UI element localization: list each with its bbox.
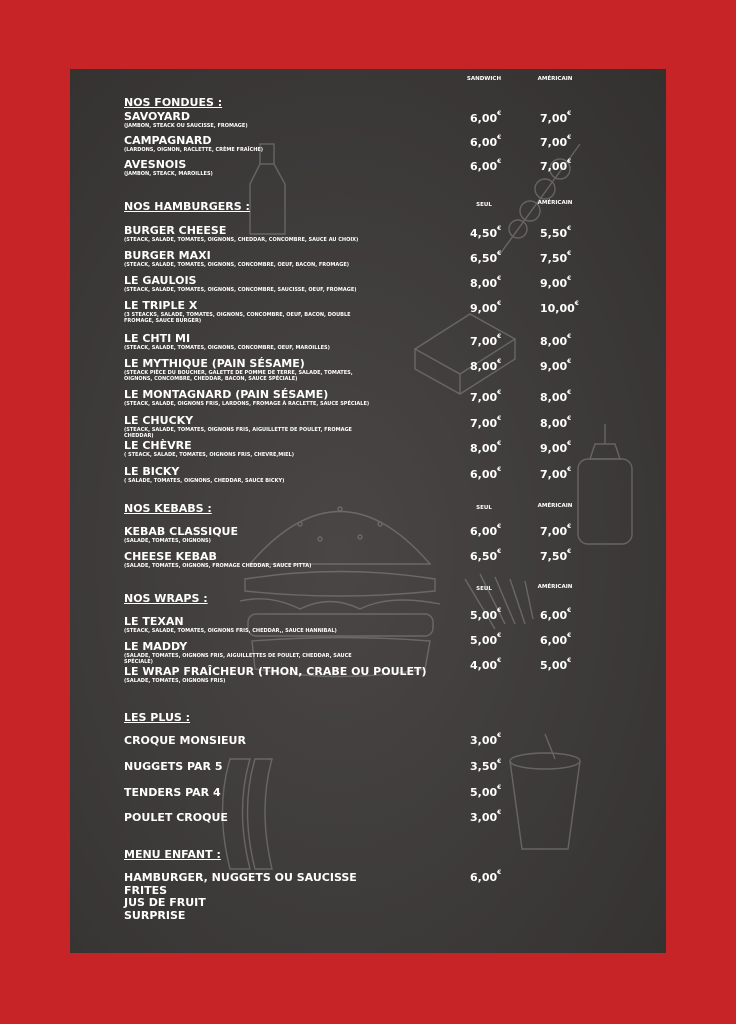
bottle-sketch-icon (240, 139, 300, 239)
currency-symbol: € (497, 809, 502, 816)
item-description: (SALADE, TOMATES, OIGNONS) (124, 538, 211, 544)
price-value: 4,50 (470, 227, 498, 240)
currency-symbol: € (567, 466, 572, 473)
currency-symbol: € (497, 333, 502, 340)
price-second-column (540, 112, 571, 125)
price-second-column (540, 525, 571, 538)
price-value: 7,00 (540, 468, 568, 481)
price-value: 9,00 (540, 442, 568, 455)
price-first-column (470, 468, 501, 481)
menu-enfant-items (124, 872, 357, 922)
item-description: (SALADE, TOMATES, OIGNONS FRIS) (124, 678, 226, 684)
price-value: 5,00 (470, 609, 498, 622)
item-description: (STEACK, SALADE, TOMATES, OIGNONS, CONCOMBRE, OEUF, MAROILLES) (124, 345, 330, 351)
price-value: 6,00 (470, 525, 498, 538)
currency-symbol: € (574, 300, 579, 307)
price-first-column (470, 760, 501, 773)
price-value: 10,00 (540, 302, 575, 315)
item-name: LE CHUCKY (124, 414, 194, 427)
col-header-sandwich: SANDWICH (466, 76, 502, 82)
price-value: 6,50 (470, 252, 498, 265)
price-value: 6,00 (470, 136, 498, 149)
currency-symbol: € (497, 134, 502, 141)
item-description: (STEACK, SALADE, TOMATES, OIGNONS FRIS, AIGUILLETTE DE POULET, FROMAGE CHEDDAR) (124, 427, 352, 439)
price-value: 6,50 (470, 550, 498, 563)
menu-enfant-line: FRITES (124, 883, 168, 897)
price-first-column (470, 442, 501, 455)
menu-enfant-line: HAMBURGER, NUGGETS OU SAUCISSE (124, 871, 357, 884)
currency-symbol: € (567, 333, 572, 340)
price-value: 4,00 (470, 659, 498, 672)
price-value: 8,00 (540, 417, 568, 430)
currency-symbol: € (567, 657, 572, 664)
price-second-column (540, 417, 571, 430)
price-first-column (470, 302, 501, 315)
currency-symbol: € (497, 158, 502, 165)
price-first-column (470, 417, 501, 430)
price-value: 5,00 (540, 659, 568, 672)
price-value: 8,00 (470, 442, 498, 455)
price-second-column (540, 252, 571, 265)
currency-symbol: € (497, 784, 502, 791)
price-value: 7,00 (540, 160, 568, 173)
price-second-column (540, 659, 571, 672)
currency-symbol: € (567, 523, 572, 530)
item-description: (STEACK, SALADE, OIGNONS FRIS, LARDONS, FROMAGE À RACLETTE, SAUCE SPÉCIALE) (124, 401, 370, 407)
price-value: 6,00 (470, 160, 498, 173)
price-second-column (540, 391, 571, 404)
item-name: LE GAULOIS (124, 274, 197, 287)
currency-symbol: € (497, 225, 502, 232)
sandwich-sketch-icon (410, 309, 520, 399)
col-header-seul: SEUL (476, 505, 492, 511)
item-description: (LARDONS, OIGNON, RACLETTE, CRÈME FRAÎCHE) (124, 147, 264, 153)
currency-symbol: € (567, 275, 572, 282)
item-description: (3 STEACKS, SALADE, TOMATES, OIGNONS, CONCOMBRE, OEUF, BACON, DOUBLE FROMAGE, SAUCE BURGER) (124, 312, 351, 324)
currency-symbol: € (567, 158, 572, 165)
currency-symbol: € (497, 250, 502, 257)
col-header-americain: AMÉRICAIN (537, 584, 573, 590)
price-value: 7,00 (470, 391, 498, 404)
item-name: NUGGETS PAR 5 (124, 760, 223, 773)
price-first-column (470, 335, 501, 348)
item-name: POULET CROQUE (124, 811, 228, 824)
price-value: 8,00 (540, 391, 568, 404)
currency-symbol: € (497, 300, 502, 307)
item-name: LE CHTI MI (124, 332, 191, 345)
item-description: (SALADE, TOMATES, OIGNONS, FROMAGE CHEDDAR, SAUCE PITTA) (124, 563, 312, 569)
item-description: (SALADE, TOMATES, OIGNONS FRIS, AIGUILLETTES DE POULET, CHEDDAR, SAUCE SPÉCIALE) (124, 653, 352, 665)
price-value: 5,00 (470, 634, 498, 647)
price-value: 6,00 (540, 634, 568, 647)
price-value: 8,00 (470, 277, 498, 290)
price-first-column (470, 391, 501, 404)
currency-symbol: € (567, 632, 572, 639)
currency-symbol: € (497, 440, 502, 447)
currency-symbol: € (497, 358, 502, 365)
currency-symbol: € (567, 440, 572, 447)
price-first-column (470, 550, 501, 563)
section-fondues: NOS FONDUES : (124, 96, 223, 109)
item-name: BURGER CHEESE (124, 224, 227, 237)
price-value: 6,00 (470, 112, 498, 125)
currency-symbol: € (497, 389, 502, 396)
price-value: 5,50 (540, 227, 568, 240)
currency-symbol: € (497, 466, 502, 473)
price-first-column (470, 634, 501, 647)
price-second-column (540, 160, 571, 173)
price-value: 6,00 (540, 609, 568, 622)
currency-symbol: € (567, 415, 572, 422)
price-value: 5,00 (470, 786, 498, 799)
price-second-column (540, 609, 571, 622)
col-header-seul: SEUL (476, 586, 492, 592)
price-second-column (540, 302, 579, 315)
ketchup-sketch-icon (570, 419, 640, 549)
price-value: 7,00 (540, 136, 568, 149)
price-value: 3,00 (470, 734, 498, 747)
price-second-column (540, 442, 571, 455)
item-name: SAVOYARD (124, 110, 190, 123)
item-name: LE CHÈVRE (124, 439, 192, 452)
currency-symbol: € (567, 607, 572, 614)
price-value: 9,00 (540, 360, 568, 373)
currency-symbol: € (567, 134, 572, 141)
price-first-column (470, 734, 501, 747)
item-name: AVESNOIS (124, 158, 187, 171)
currency-symbol: € (567, 358, 572, 365)
price-value: 3,00 (470, 811, 498, 824)
section-les-plus: LES PLUS : (124, 711, 191, 724)
price-first-column (470, 277, 501, 290)
price-first-column (470, 227, 501, 240)
price-value: 8,00 (540, 335, 568, 348)
price-first-column (470, 160, 501, 173)
price-second-column (540, 136, 571, 149)
price-second-column (540, 360, 571, 373)
currency-symbol: € (567, 225, 572, 232)
item-name: LE BICKY (124, 465, 180, 478)
price-value: 7,00 (470, 417, 498, 430)
price-first-column (470, 659, 501, 672)
price-second-column (540, 468, 571, 481)
price-first-column (470, 112, 501, 125)
currency-symbol: € (497, 415, 502, 422)
currency-symbol: € (567, 110, 572, 117)
item-name: LE MONTAGNARD (PAIN SÉSAME) (124, 388, 329, 401)
item-description: (STEACK, SALADE, TOMATES, OIGNONS, CONCOMBRE, SAUCISSE, OEUF, FROMAGE) (124, 287, 357, 293)
item-name: CAMPAGNARD (124, 134, 212, 147)
item-description: (STEACK, SALADE, TOMATES, OIGNONS, CHEDDAR, CONCOMBRE, SAUCE AU CHOIX) (124, 237, 359, 243)
item-name: LE WRAP FRAÎCHEUR (THON, CRABE OU POULET) (124, 665, 427, 678)
price-value: 9,00 (540, 277, 568, 290)
currency-symbol: € (497, 657, 502, 664)
currency-symbol: € (567, 250, 572, 257)
item-name: KEBAB CLASSIQUE (124, 525, 238, 538)
section-hamburgers: NOS HAMBURGERS : (124, 200, 250, 213)
currency-symbol: € (497, 275, 502, 282)
skewer-sketch-icon (490, 139, 590, 259)
menu-enfant-price: 6,00€ (470, 869, 502, 884)
price-value: 6,00 (470, 468, 498, 481)
price-value: 9,00 (470, 302, 498, 315)
item-name: BURGER MAXI (124, 249, 211, 262)
item-description: (STEACK PIÈCE DU BOUCHER, GALETTE DE POMME DE TERRE, SALADE, TOMATES, OIGNONS, CONCOMBRE, CHEDDAR, BACON, SAUCE SPÉCIALE) (124, 370, 353, 382)
price-value: 7,00 (470, 335, 498, 348)
item-name: LE TEXAN (124, 615, 184, 628)
price-second-column (540, 634, 571, 647)
price-value: 7,00 (540, 112, 568, 125)
currency-symbol: € (497, 632, 502, 639)
currency-symbol: € (497, 732, 502, 739)
price-second-column (540, 227, 571, 240)
item-description: (STEACK, SALADE, TOMATES, OIGNONS, CONCOMBRE, OEUF, BACON, FROMAGE) (124, 262, 350, 268)
menu-board (70, 69, 666, 953)
price-first-column (470, 786, 501, 799)
price-first-column (470, 360, 501, 373)
item-description: (JAMBON, STEACK, MAROILLES) (124, 171, 213, 177)
item-name: LE MYTHIQUE (PAIN SÉSAME) (124, 357, 305, 370)
currency-symbol: € (497, 523, 502, 530)
currency-symbol: € (567, 548, 572, 555)
item-description: (JAMBON, STEACK OU SAUCISSE, FROMAGE) (124, 123, 248, 129)
col-header-americain: AMÉRICAIN (537, 200, 573, 206)
price-value: 3,50 (470, 760, 498, 773)
menu-enfant-line: JUS DE FRUIT (124, 896, 206, 909)
currency-symbol: € (497, 548, 502, 555)
price-first-column (470, 136, 501, 149)
currency-symbol: € (497, 607, 502, 614)
drink-sketch-icon (500, 729, 590, 859)
price-first-column (470, 609, 501, 622)
item-name: CROQUE MONSIEUR (124, 734, 246, 747)
price-second-column (540, 277, 571, 290)
item-name: LE MADDY (124, 640, 188, 653)
item-description: ( STEACK, SALADE, TOMATES, OIGNONS FRIS, CHEVRE,MIEL) (124, 452, 294, 458)
price-value: 8,00 (470, 360, 498, 373)
col-header-seul: SEUL (476, 202, 492, 208)
item-description: (STEACK, SALADE, TOMATES, OIGNONS FRIS, CHEDDAR,, SAUCE HANNIBAL) (124, 628, 337, 634)
item-name: TENDERS PAR 4 (124, 786, 221, 799)
currency-symbol: € (497, 758, 502, 765)
section-menu-enfant: MENU ENFANT : (124, 848, 221, 861)
item-name: CHEESE KEBAB (124, 550, 217, 563)
price-value: 7,00 (540, 525, 568, 538)
currency-symbol: € (497, 110, 502, 117)
section-wraps: NOS WRAPS : (124, 592, 208, 605)
item-name: LE TRIPLE X (124, 299, 198, 312)
col-header-americain: AMÉRICAIN (537, 76, 573, 82)
price-first-column (470, 525, 501, 538)
price-second-column (540, 550, 571, 563)
section-kebabs: NOS KEBABS : (124, 502, 212, 515)
col-header-americain: AMÉRICAIN (537, 503, 573, 509)
price-first-column (470, 811, 501, 824)
price-first-column (470, 252, 501, 265)
item-description: ( SALADE, TOMATES, OIGNONS, CHEDDAR, SAUCE BICKY) (124, 478, 285, 484)
price-second-column (540, 335, 571, 348)
currency-symbol: € (567, 389, 572, 396)
price-value: 7,50 (540, 252, 568, 265)
menu-enfant-line: SURPRISE (124, 908, 186, 922)
price-value: 7,50 (540, 550, 568, 563)
